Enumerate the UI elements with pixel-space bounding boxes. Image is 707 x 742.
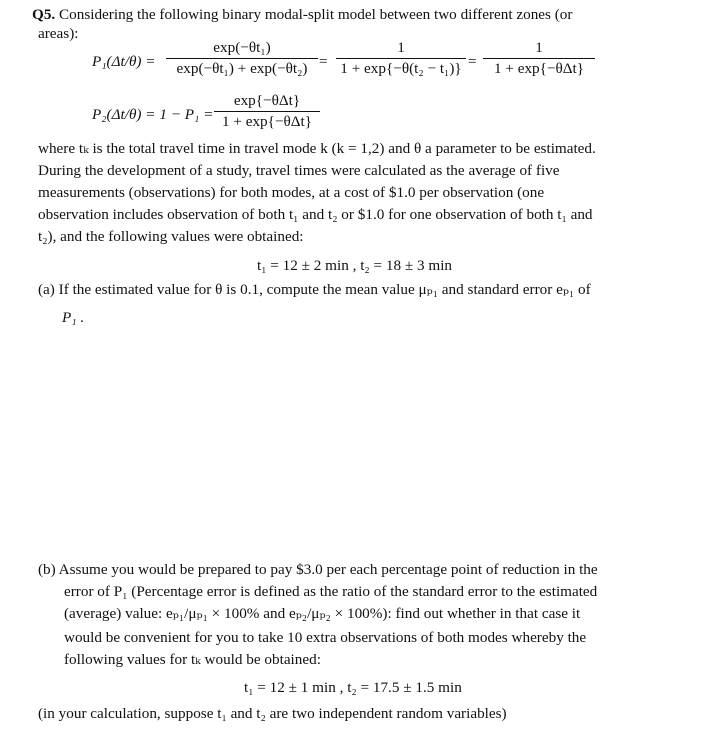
question-number: Q5. <box>32 6 56 23</box>
part-b-line-4: would be convenient for you to take 10 extra observations of both modes whereby the <box>64 629 587 646</box>
p1-fraction-1 <box>166 39 318 78</box>
part-b-note: (in your calculation, suppose t₁ and t₂ are two independent random variables) <box>38 705 507 722</box>
p2-lhs: P₂(Δt/θ) = 1 − P₁ = <box>92 106 214 123</box>
part-a-line-2: P₁ . <box>62 309 85 326</box>
body-line-4: observation includes observation of both t₁ and t₂ or $1.0 for one observation of both t₁ and <box>38 206 593 223</box>
p1-fraction-3-denominator: 1 + exp{−θΔt} <box>493 60 585 77</box>
body-line-1: where tₖ is the total travel time in travel mode k (k = 1,2) and θ a parameter to be estimated. <box>38 140 596 157</box>
body-line-5: t₂), and the following values were obtained: <box>38 228 304 245</box>
question-intro-line1: Considering the following binary modal-split model between two different zones (or <box>59 6 573 23</box>
question-intro-line2: areas): <box>38 25 79 42</box>
part-a-line-1: (a) If the estimated value for θ is 0.1, compute the mean value μₚ₁ and standard error eₚ₁ of <box>38 281 591 298</box>
p1-fraction-2-numerator: 1 <box>397 39 405 56</box>
part-b-line-2: error of P₁ (Percentage error is defined as the ratio of the standard error to the estimated <box>64 583 598 600</box>
p2-fraction-numerator: exp{−θΔt} <box>233 92 301 109</box>
p1-fraction-1-numerator: exp(−θt₁) <box>213 39 271 56</box>
part-b-line-1: (b) Assume you would be prepared to pay $3.0 per each percentage point of reduction in the <box>38 561 598 578</box>
p1-fraction-1-denominator: exp(−θt₁) + exp(−θt₂) <box>176 60 308 77</box>
travel-time-values-1: t₁ = 12 ± 2 min , t₂ = 18 ± 3 min <box>257 257 453 274</box>
p1-fraction-3 <box>483 39 595 78</box>
equals-sign-1: = <box>319 53 328 70</box>
p1-fraction-3-numerator: 1 <box>535 39 543 56</box>
question-header <box>32 5 572 25</box>
body-line-3: measurements (observations) for both modes, at a cost of $1.0 per observation (one <box>38 184 545 201</box>
p2-fraction <box>214 92 320 131</box>
equals-sign-2: = <box>468 53 477 70</box>
p1-fraction-2 <box>336 39 466 78</box>
p1-fraction-2-denominator: 1 + exp{−θ(t₂ − t₁)} <box>340 60 462 77</box>
body-line-2: During the development of a study, travel times were calculated as the average of five <box>38 162 560 179</box>
part-b-line-3: (average) value: eₚ₁/μₚ₁ × 100% and eₚ₂/μₚ₂ × 100%): find out whether in that case it <box>64 605 581 622</box>
p1-lhs: P₁(Δt/θ) = <box>92 53 156 70</box>
travel-time-values-2: t₁ = 12 ± 1 min , t₂ = 17.5 ± 1.5 min <box>244 679 462 696</box>
p2-fraction-denominator: 1 + exp{−θΔt} <box>221 113 313 130</box>
part-b-line-5: following values for tₖ would be obtained: <box>64 651 321 668</box>
